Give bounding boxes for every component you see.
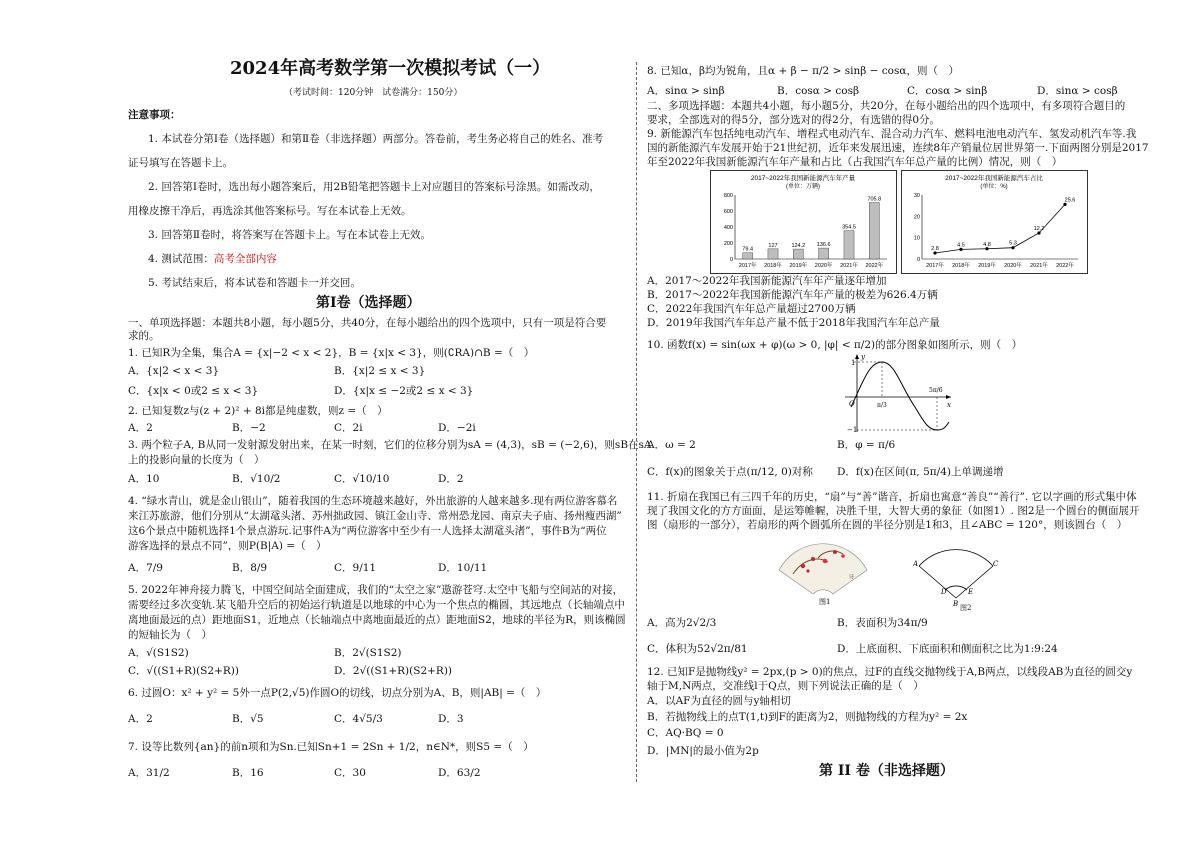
bar	[844, 231, 854, 259]
q1-option-c: C．{x|x < 0或2 ≤ x < 3}	[128, 385, 259, 397]
notice-2b: 用橡皮擦干净后，再选涂其他答案标号。写在本试卷上无效。	[128, 205, 412, 217]
q12-option-c: C．AQ·BQ = 0	[647, 727, 724, 739]
line-chart-subtitle: (单位：%)	[980, 184, 1008, 190]
q2-stem: 2. 已知复数z与(z + 2)² + 8i都是纯虚数，则z =（ ）	[128, 405, 388, 417]
q5-option-a: A．√(S1S2)	[128, 647, 189, 659]
fig1-label: 图1	[819, 598, 831, 606]
q2-option-d: D．−2i	[438, 422, 476, 434]
q9-line-1: 9. 新能源汽车包括纯电动汽车、增程式电动汽车、混合动力汽车、燃料电池电动汽车、氢发动机汽车等.我	[647, 128, 1137, 140]
point-a-label: A	[913, 560, 919, 568]
bar-x-tick-label: 2021年	[840, 263, 858, 269]
q10-stem: 10. 函数f(x) = sin(ωx + φ)(ω > 0, |φ| < π/2)的部分图象如图所示，则（ ）	[647, 339, 1023, 351]
label-x: x	[947, 401, 951, 409]
q11-line-3: 图（扇形的一部分），若扇形的两个圆弧所在圆的半径分别是1和3，且∠ABC = 120°，则该圆台（ ）	[647, 519, 1128, 531]
sector-diagram	[913, 532, 999, 608]
bar	[819, 248, 829, 259]
label-minus-one: −1	[847, 426, 858, 434]
q4-line-1: 4. “绿水青山，就是金山银山”，随着我国的生态环境越来越好，外出旅游的人越来越多.现有两位游客慕名	[128, 495, 618, 507]
production-bar-svg	[711, 171, 896, 273]
notice-1a: 1. 本试卷分第Ⅰ卷（选择题）和第Ⅱ卷（非选择题）两部分。答卷前，考生务必将自己的姓名、准考	[148, 133, 604, 145]
q5-option-c: C．√((S1+R)(S2+R))	[128, 665, 239, 677]
section2-intro-a: 二、多项选择题：本题共4小题，每小题5分，共20分，在每小题给出的四个选项中，有多项符合题目的	[647, 100, 1126, 112]
section2-intro-b: 要求，全部选对的得5分，部分选对的得2分，有选错的得0分。	[647, 114, 941, 126]
fan-paper	[779, 544, 867, 594]
q4-option-a: A．7/9	[128, 562, 163, 574]
notice-4	[148, 252, 277, 266]
notice-5: 5. 考试结束后，将本试卷和答题卡一并交回。	[148, 277, 361, 289]
q12-option-a: A．以AF为直径的圆与y轴相切	[647, 695, 791, 707]
q1-stem: 1. 已知R为全集，集合A = {x|−2 < x < 2}，B = {x|x < 3}，则(∁RA)∩B =（ ）	[128, 347, 535, 359]
q9-option-a: A．2017～2022年我国新能源汽车年产量逐年增加	[647, 275, 887, 287]
point-c-label: C	[993, 560, 999, 568]
bar	[768, 249, 778, 259]
q4-option-b: B．8/9	[232, 562, 268, 574]
bar-y-tick-label: 200	[723, 241, 733, 247]
q4-option-d: D．10/11	[438, 562, 488, 574]
q12-line-2: 轴于M,N两点，交准线l于Q点，则下列说法正确的是（ ）	[647, 680, 924, 692]
q2-option-a: A．2	[128, 422, 153, 434]
q7-option-c: C．30	[334, 767, 366, 779]
bar-x-tick-label: 2017年	[738, 263, 757, 269]
label-5pi6: 5π/6	[929, 387, 943, 394]
q12-option-d: D．|MN|的最小值为2p	[647, 745, 759, 757]
bar	[793, 249, 803, 259]
exam-subtitle: （考试时间：120分钟 试卷满分：150分）	[284, 88, 463, 98]
line-x-tick-label: 2021年	[1030, 263, 1048, 269]
bar-value-label: 124.2	[791, 243, 806, 250]
q7-option-b: B．16	[232, 767, 264, 779]
q5-option-d: D．2√((S1+R)(S2+R))	[334, 665, 453, 677]
label-pi3: π/3	[877, 402, 887, 409]
q1-option-a: A．{x|2 < x < 3}	[128, 365, 220, 377]
q5-option-b: B．2√(S1S2)	[334, 647, 402, 659]
point-d-label: D	[941, 588, 947, 596]
label-origin: O	[849, 400, 855, 408]
line-value-label: 2.8	[931, 246, 939, 253]
line-x-tick-label: 2020年	[1004, 263, 1022, 269]
fan-calligraphy: 诗	[848, 574, 854, 579]
q7-option-a: A．31/2	[128, 767, 170, 779]
q9-line-3: 年至2022年我国新能源汽车年产量和占比（占我国汽车年总产量的比例）情况，则（ ）	[647, 156, 1063, 168]
line-value-label: 5.3	[1009, 240, 1017, 247]
q8-option-b: B．cosα > cosβ	[777, 85, 860, 97]
production-bar-chart	[710, 170, 897, 274]
part1-heading: 第Ⅰ卷（选择题）	[316, 295, 421, 311]
bar-y-tick-label: 800	[723, 193, 733, 199]
q8-option-a: A．sinα > sinβ	[647, 85, 725, 97]
q9-option-b: B．2017～2022年我国新能源汽车年产量的极差为626.4万辆	[647, 289, 938, 301]
bar-x-tick-label: 2022年	[865, 263, 884, 269]
line-chart-title: 2017~2022年我国新能源汽车占比	[945, 175, 1043, 182]
section1-intro-a: 一、单项选择题：本题共8小题，每小题5分，共40分，在每小题给出的四个选项中，只有一项是符合要	[128, 317, 607, 329]
bar-chart-title: 2017~2022年我国新能源汽车年产量	[750, 175, 856, 182]
bar-value-label: 136.6	[816, 242, 831, 249]
q10-option-a: A．ω = 2	[647, 439, 696, 451]
y-axis-arrow	[855, 354, 859, 359]
q11-option-c: C．体积为52√2π/81	[647, 643, 748, 655]
q10-option-b: B．φ = π/6	[837, 439, 896, 451]
notice-1b: 证号填写在答题卡上。	[128, 157, 233, 169]
section1-intro-b: 求的。	[128, 330, 160, 342]
q7-stem: 7. 设等比数列{an}的前n项和为Sn.已知Sn+1 = 2Sn + 1/2，n∈N*，则S5 =（ ）	[128, 741, 534, 753]
q4-line-4: 游客选择的景点不同”，则P(B|A) =（ ）	[128, 540, 327, 552]
q2-option-c: C．2i	[334, 422, 363, 434]
point-b-label: B	[953, 600, 959, 608]
sine-curve	[851, 362, 949, 430]
q5-line-4: 的短轴长为（ ）	[128, 629, 212, 641]
q4-line-3: 这6个景点中随机选择1个景点游玩.记事件A为“两位游客中至少有一人选择太湖鼋头渚”，事件B为“两位	[128, 525, 607, 537]
sector-edge-right	[956, 566, 993, 598]
line-value-label: 25.6	[1064, 197, 1076, 204]
inner-arc	[945, 586, 967, 590]
plum-blossom	[806, 569, 809, 572]
q4-option-c: C．9/11	[334, 562, 377, 574]
q12-option-b: B．若抛物线上的点T(1,t)到F的距离为2，则抛物线的方程为y² = 2x	[647, 711, 968, 723]
line-value-label: 4.8	[983, 241, 991, 248]
share-line-svg	[902, 171, 1087, 273]
notice-heading: 注意事项：	[128, 109, 181, 121]
q8-option-d: D．sinα > cosβ	[1037, 85, 1118, 97]
q11-option-a: A．高为2√2/3	[647, 617, 717, 629]
part2-heading: 第 II 卷（非选择题）	[819, 763, 954, 779]
line-x-tick-label: 2018年	[952, 263, 970, 269]
q8-stem: 8. 已知α，β均为锐角，且α + β − π/2 > sinβ − cosα，则（ ）	[647, 65, 959, 77]
line-y-tick-label: 0	[916, 257, 920, 263]
bar-value-label: 354.5	[842, 224, 856, 231]
bar-y-tick-label: 400	[723, 225, 733, 231]
bar-value-label: 127	[768, 242, 778, 249]
fig2-label: 图2	[960, 604, 972, 612]
notice-2a: 2. 回答第Ⅰ卷时，选出每小题答案后，用2B铅笔把答题卡上对应题目的答案标号涂黑。如需改动，	[148, 181, 600, 193]
q2-option-b: B．−2	[232, 422, 266, 434]
x-axis-arrow	[946, 395, 951, 399]
q1-option-d: D．{x|x ≤ −2或2 ≤ x < 3}	[334, 385, 474, 397]
point-e-label: E	[968, 588, 974, 596]
outer-arc	[919, 550, 993, 566]
notice-4-prefix: 4. 测试范围：	[148, 253, 214, 265]
q6-option-c: C．4√5/3	[334, 713, 383, 725]
plum-blossom	[801, 564, 805, 568]
bar	[743, 253, 753, 259]
line-value-label: 4.5	[957, 242, 965, 249]
q11-option-d: D．上底面积、下底面积和侧面积之比为1:9:24	[837, 643, 1058, 655]
q1-option-b: B．{x|2 ≤ x < 3}	[334, 365, 426, 377]
sector-edge-left	[919, 566, 956, 598]
plum-blossom	[811, 557, 815, 561]
plum-blossom	[833, 550, 837, 554]
exam-title: 2024年高考数学第一次模拟考试（一）	[230, 58, 551, 79]
column-divider	[636, 62, 637, 782]
share-line-chart	[901, 170, 1088, 274]
line-x-tick-label: 2017年	[926, 263, 944, 269]
q3-stem-2: 上的投影向量的长度为（ ）	[128, 454, 265, 466]
q5-line-3: 离地面最远的点）距地面S1，近地点（长轴端点中离地面最近的点）距地面S2，地球的半径为R，则该椭圆	[128, 614, 626, 626]
q10-option-d: D．f(x)在区间(π, 5π/4)上单调递增	[837, 466, 1004, 478]
notice-3: 3. 回答第Ⅱ卷时，将答案写在答题卡上。写在本试卷上无效。	[148, 229, 431, 241]
q5-line-1: 5. 2022年神舟接力腾飞，中国空间站全面建成，我们的“太空之家”遨游苍穹.太空中飞船与空间站的对接，	[128, 584, 624, 596]
share-series-line	[935, 204, 1065, 253]
q10-option-c: C．f(x)的图象关于点(π/12, 0)对称	[647, 466, 813, 478]
q6-option-d: D．3	[438, 713, 464, 725]
sine-graph	[837, 352, 957, 434]
q11-line-2: 现了我国文化的方方面面，是运筹帷幄，决胜千里，大智大勇的象征（如图1）. 图2是一个圆台的侧面展开	[647, 505, 1140, 517]
bar-chart-subtitle: (单位：万辆)	[786, 184, 820, 190]
bar-x-tick-label: 2019年	[789, 263, 808, 269]
q11-line-1: 11. 折扇在我国已有三四千年的历史，“扇”与“善”谐音，折扇也寓意“善良”“善行”. 它以字画的形式集中体	[647, 491, 1137, 503]
q6-option-a: A．2	[128, 713, 153, 725]
line-x-tick-label: 2019年	[978, 263, 996, 269]
line-y-tick-label: 20	[913, 214, 920, 221]
q7-option-d: D．63/2	[438, 767, 481, 779]
q4-line-2: 来江苏旅游，他们分别从“太湖鼋头渚、苏州拙政园、镇江金山寺、常州恐龙园、南京夫子庙、扬州瘦西湖”	[128, 510, 622, 522]
bar-x-tick-label: 2018年	[764, 263, 782, 269]
q3-stem-1: 3. 两个粒子A, B从同一发射源发射出来，在某一时刻，它们的位移分别为sA = (4,3)，sB = (−2,6)，则sB在sA	[128, 439, 652, 451]
bar-y-tick-label: 600	[723, 209, 733, 215]
q12-line-1: 12. 已知F是抛物线y² = 2px,(p > 0)的焦点，过F的直线交抛物线于A,B两点，以线段AB为直径的圆交y	[647, 666, 1133, 678]
q9-line-2: 国的新能源汽车发展开始于21世纪初，近年来发展迅速，连续8年产销量位居世界第一.下面两图分别是2017	[647, 142, 1149, 154]
plum-blossom	[823, 559, 828, 564]
q3-option-a: A．10	[128, 473, 160, 485]
bar-x-tick-label: 2020年	[814, 263, 833, 269]
q9-option-d: D．2019年我国汽车年总产量不低于2018年我国汽车年总产量	[647, 317, 940, 329]
plum-blossom	[841, 554, 845, 558]
bar-value-label: 705.8	[867, 196, 882, 203]
line-y-tick-label: 30	[913, 193, 920, 199]
folding-fan-picture	[773, 534, 873, 606]
q6-stem: 6. 过圆O：x² + y² = 5外一点P(2,√5)作圆O的切线，切点分别为A、B，则|AB| =（ ）	[128, 687, 547, 699]
q5-line-2: 需要经过多次变轨.某飞船升空后的初始运行轨道是以地球的中心为一个焦点的椭圆，其远地点（长轴端点中	[128, 599, 625, 611]
notice-4-value: 高考全部内容	[213, 253, 277, 265]
bar-value-label: 79.4	[742, 246, 754, 253]
q3-option-c: C．√10/10	[334, 473, 390, 485]
bar-y-tick-label: 0	[729, 257, 733, 263]
q8-option-c: C．cosα > sinβ	[907, 85, 988, 97]
line-x-tick-label: 2022年	[1056, 263, 1074, 269]
bar	[869, 203, 879, 259]
label-one: 1	[851, 359, 856, 367]
q11-option-b: B．表面积为34π/9	[837, 617, 928, 629]
q3-option-d: D．2	[438, 473, 464, 485]
q9-option-c: C．2022年我国汽车年总产量超过2700万辆	[647, 303, 856, 315]
label-y: y	[861, 353, 865, 361]
q6-option-b: B．√5	[232, 713, 264, 725]
line-y-tick-label: 10	[913, 235, 920, 242]
q3-option-b: B．√10/2	[232, 473, 281, 485]
line-value-label: 12.2	[1033, 225, 1045, 232]
